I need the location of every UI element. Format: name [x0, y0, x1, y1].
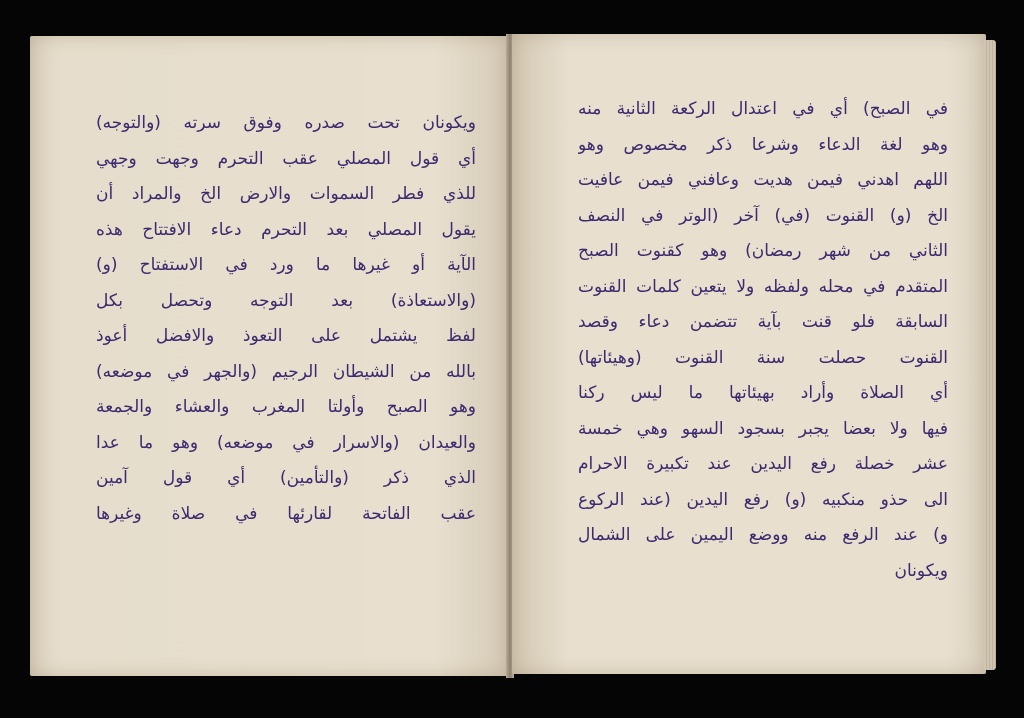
left-line-5: الآية أو غيرها ما ورد في الاستفتاح (و) [96, 255, 476, 275]
right-line-1: في الصبح) أي في اعتدال الركعة الثانية منه [578, 99, 948, 119]
right-line-8: القنوت حصلت سنة القنوت (وهيئاتها) [578, 347, 948, 368]
left-line-4: يقول المصلي بعد التحرم دعاء الافتتاح هذه [96, 219, 476, 240]
right-line-9: أي الصلاة وأراد بهيئاتها ما ليس ركنا [578, 383, 948, 403]
left-line-2: أي قول المصلي عقب التحرم وجهت وجهي [96, 148, 476, 169]
left-line-8: بالله من الشيطان الرجيم (والجهر في موضعه) [96, 361, 476, 382]
right-line-7: السابقة فلو قنت بآية تتضمن دعاء وقصد [578, 312, 948, 332]
right-line-4: الخ (و) القنوت (في) آخر (الوتر في النصف [578, 205, 948, 226]
left-page-text [96, 106, 476, 532]
left-line-7: لفظ يشتمل على التعوذ والافضل أعوذ [96, 326, 476, 346]
left-line-12: عقب الفاتحة لقارئها في صلاة وغيرها [96, 503, 476, 524]
left-line-1: ويكونان تحت صدره وفوق سرته (والتوجه) [96, 113, 476, 133]
right-line-14: ويكونان [894, 560, 948, 581]
right-page-text [578, 92, 948, 589]
left-line-9: وهو الصبح وأولتا المغرب والعشاء والجمعة [96, 397, 476, 417]
right-line-3: اللهم اهدني فيمن هديت وعافني فيمن عافيت [578, 170, 948, 190]
right-line-5: الثاني من شهر رمضان) وهو كقنوت الصبح [578, 241, 948, 261]
left-line-6: (والاستعاذة) بعد التوجه وتحصل بكل [96, 290, 476, 311]
page-edges [984, 40, 996, 670]
right-line-13: و) عند الرفع منه ووضع اليمين على الشمال [578, 525, 948, 545]
left-line-11: الذي ذكر (والتأمين) أي قول آمين [96, 468, 476, 488]
right-line-6: المتقدم في محله ولفظه ولا يتعين كلمات القنوت [578, 276, 948, 297]
left-line-3: للذي فطر السموات والارض الخ والمراد أن [96, 184, 476, 204]
right-line-2: وهو لغة الدعاء وشرعا ذكر مخصوص وهو [578, 134, 948, 155]
right-line-11: عشر خصلة رفع اليدين عند تكبيرة الاحرام [578, 454, 948, 474]
right-line-12: الى حذو منكبيه (و) رفع اليدين (عند الركوع [578, 489, 948, 510]
right-line-10: فيها ولا بعضا يجبر بسجود السهو وهي خمسة [578, 418, 948, 439]
left-line-10: والعيدان (والاسرار في موضعه) وهو ما عدا [96, 432, 476, 453]
